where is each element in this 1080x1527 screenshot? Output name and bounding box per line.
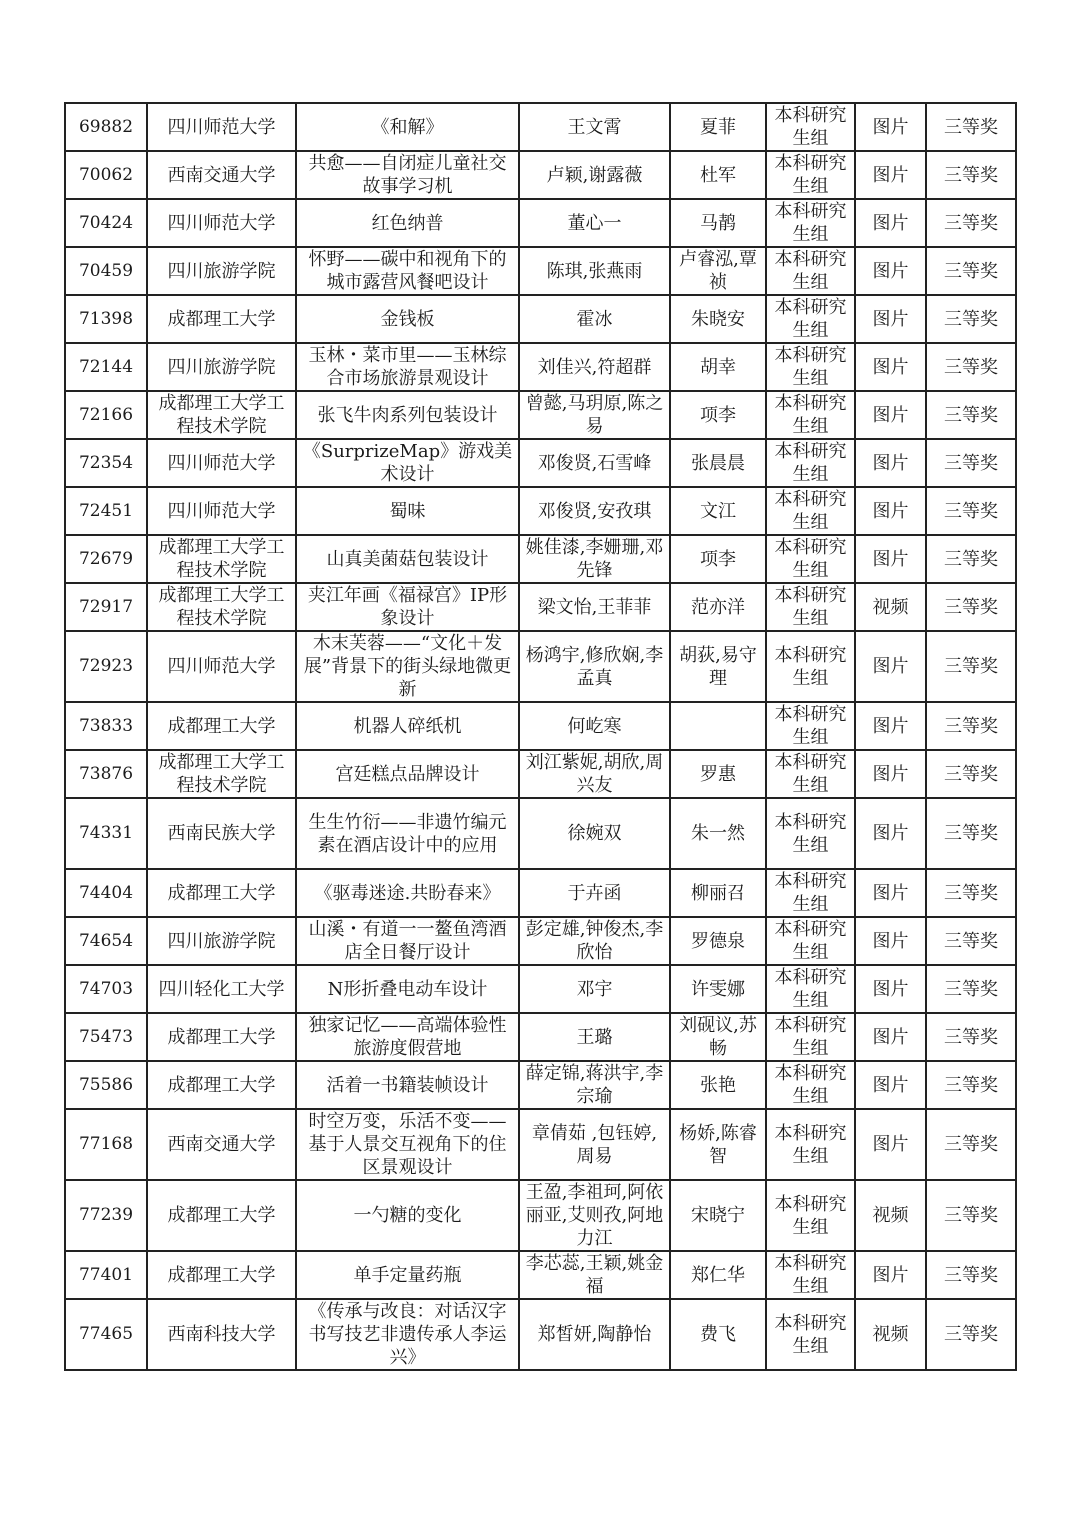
award: 三等奖 — [926, 1299, 1016, 1370]
entry-id: 75586 — [65, 1061, 147, 1109]
entry-id: 77239 — [65, 1180, 147, 1251]
group: 本科研究生组 — [766, 295, 855, 343]
school: 成都理工大学工程技术学院 — [147, 391, 296, 439]
work-type: 图片 — [855, 439, 926, 487]
advisor: 费飞 — [670, 1299, 766, 1370]
group: 本科研究生组 — [766, 535, 855, 583]
award: 三等奖 — [926, 798, 1016, 869]
authors: 杨鸿宇,修欣娴,李孟真 — [519, 631, 670, 702]
work-type: 图片 — [855, 869, 926, 917]
work-title: 宫廷糕点品牌设计 — [296, 750, 519, 798]
table-row — [65, 1299, 1016, 1370]
table-row — [65, 1109, 1016, 1180]
entry-id: 70459 — [65, 247, 147, 295]
work-title: 《和解》 — [296, 103, 519, 151]
work-title: 时空万变，乐活不变——基于人景交互视角下的住区景观设计 — [296, 1109, 519, 1180]
table-row — [65, 917, 1016, 965]
authors: 曾懿,马玥原,陈之易 — [519, 391, 670, 439]
advisor: 夏菲 — [670, 103, 766, 151]
authors: 章倩茹 ,包钰婷,周易 — [519, 1109, 670, 1180]
work-title: 共愈——自闭症儿童社交故事学习机 — [296, 151, 519, 199]
entry-id: 74654 — [65, 917, 147, 965]
group: 本科研究生组 — [766, 869, 855, 917]
award: 三等奖 — [926, 869, 1016, 917]
work-title: 《传承与改良：对话汉字书写技艺非遗传承人李运兴》 — [296, 1299, 519, 1370]
table-row — [65, 583, 1016, 631]
advisor: 卢睿泓,覃祯 — [670, 247, 766, 295]
award: 三等奖 — [926, 151, 1016, 199]
award: 三等奖 — [926, 487, 1016, 535]
school: 成都理工大学 — [147, 1180, 296, 1251]
group: 本科研究生组 — [766, 391, 855, 439]
work-type: 图片 — [855, 535, 926, 583]
authors: 李芯蕊,王颖,姚金福 — [519, 1251, 670, 1299]
advisor: 罗惠 — [670, 750, 766, 798]
award: 三等奖 — [926, 750, 1016, 798]
table-row — [65, 247, 1016, 295]
work-type: 图片 — [855, 798, 926, 869]
entry-id: 77401 — [65, 1251, 147, 1299]
group: 本科研究生组 — [766, 1180, 855, 1251]
work-title: 生生竹衍——非遗竹编元素在酒店设计中的应用 — [296, 798, 519, 869]
entry-id: 72923 — [65, 631, 147, 702]
school: 成都理工大学 — [147, 869, 296, 917]
entry-id: 70424 — [65, 199, 147, 247]
advisor: 朱晓安 — [670, 295, 766, 343]
work-title: 木末芙蓉——“文化＋发展”背景下的街头绿地微更新 — [296, 631, 519, 702]
work-type: 图片 — [855, 151, 926, 199]
group: 本科研究生组 — [766, 247, 855, 295]
award: 三等奖 — [926, 295, 1016, 343]
group: 本科研究生组 — [766, 103, 855, 151]
table-body — [65, 103, 1016, 1370]
authors: 霍冰 — [519, 295, 670, 343]
work-title: 红色纳普 — [296, 199, 519, 247]
work-type: 图片 — [855, 199, 926, 247]
authors: 王文霄 — [519, 103, 670, 151]
school: 四川师范大学 — [147, 631, 296, 702]
group: 本科研究生组 — [766, 583, 855, 631]
work-title: 《SurprizeMap》游戏美术设计 — [296, 439, 519, 487]
advisor — [670, 702, 766, 750]
authors: 何屹寒 — [519, 702, 670, 750]
work-type: 视频 — [855, 1299, 926, 1370]
table-row — [65, 1013, 1016, 1061]
work-title: 蜀味 — [296, 487, 519, 535]
award: 三等奖 — [926, 1180, 1016, 1251]
award: 三等奖 — [926, 103, 1016, 151]
entry-id: 75473 — [65, 1013, 147, 1061]
work-title: 夹江年画《福禄宫》IP形象设计 — [296, 583, 519, 631]
authors: 姚佳漆,李姗珊,邓先锋 — [519, 535, 670, 583]
advisor: 胡幸 — [670, 343, 766, 391]
work-type: 图片 — [855, 702, 926, 750]
table-row — [65, 702, 1016, 750]
group: 本科研究生组 — [766, 917, 855, 965]
work-title: 独家记忆——高端体验性旅游度假营地 — [296, 1013, 519, 1061]
entry-id: 72451 — [65, 487, 147, 535]
table-row — [65, 391, 1016, 439]
table-row — [65, 295, 1016, 343]
work-title: N形折叠电动车设计 — [296, 965, 519, 1013]
table-row — [65, 965, 1016, 1013]
group: 本科研究生组 — [766, 199, 855, 247]
advisor: 柳丽召 — [670, 869, 766, 917]
award: 三等奖 — [926, 391, 1016, 439]
work-type: 图片 — [855, 1061, 926, 1109]
group: 本科研究生组 — [766, 439, 855, 487]
work-type: 图片 — [855, 343, 926, 391]
table-row — [65, 439, 1016, 487]
group: 本科研究生组 — [766, 343, 855, 391]
school: 西南交通大学 — [147, 1109, 296, 1180]
entry-id: 71398 — [65, 295, 147, 343]
school: 四川旅游学院 — [147, 343, 296, 391]
award: 三等奖 — [926, 439, 1016, 487]
group: 本科研究生组 — [766, 1251, 855, 1299]
authors: 郑皙妍,陶静怡 — [519, 1299, 670, 1370]
entry-id: 73833 — [65, 702, 147, 750]
work-title: 山溪・有道一一鳌鱼湾酒店全日餐厅设计 — [296, 917, 519, 965]
work-type: 图片 — [855, 247, 926, 295]
table-row — [65, 798, 1016, 869]
award: 三等奖 — [926, 1013, 1016, 1061]
work-type: 图片 — [855, 1251, 926, 1299]
group: 本科研究生组 — [766, 702, 855, 750]
entry-id: 72354 — [65, 439, 147, 487]
award: 三等奖 — [926, 199, 1016, 247]
awards-table — [64, 102, 1017, 1371]
award: 三等奖 — [926, 1251, 1016, 1299]
table-row — [65, 103, 1016, 151]
group: 本科研究生组 — [766, 965, 855, 1013]
entry-id: 70062 — [65, 151, 147, 199]
advisor: 范亦洋 — [670, 583, 766, 631]
authors: 徐婉双 — [519, 798, 670, 869]
authors: 邓宇 — [519, 965, 670, 1013]
entry-id: 72917 — [65, 583, 147, 631]
table-row — [65, 869, 1016, 917]
group: 本科研究生组 — [766, 1299, 855, 1370]
table-row — [65, 199, 1016, 247]
group: 本科研究生组 — [766, 631, 855, 702]
table-row — [65, 631, 1016, 702]
advisor: 罗德泉 — [670, 917, 766, 965]
school: 西南交通大学 — [147, 151, 296, 199]
group: 本科研究生组 — [766, 151, 855, 199]
advisor: 郑仁华 — [670, 1251, 766, 1299]
entry-id: 74331 — [65, 798, 147, 869]
authors: 邓俊贤,石雪峰 — [519, 439, 670, 487]
school: 四川师范大学 — [147, 103, 296, 151]
group: 本科研究生组 — [766, 1061, 855, 1109]
work-type: 视频 — [855, 583, 926, 631]
group: 本科研究生组 — [766, 750, 855, 798]
table-row — [65, 1251, 1016, 1299]
award: 三等奖 — [926, 917, 1016, 965]
table-row — [65, 1061, 1016, 1109]
table-row — [65, 343, 1016, 391]
table-row — [65, 487, 1016, 535]
award: 三等奖 — [926, 631, 1016, 702]
school: 四川旅游学院 — [147, 247, 296, 295]
work-type: 图片 — [855, 750, 926, 798]
award: 三等奖 — [926, 343, 1016, 391]
school: 成都理工大学 — [147, 1061, 296, 1109]
advisor: 张晨晨 — [670, 439, 766, 487]
advisor: 胡荻,易守理 — [670, 631, 766, 702]
work-title: 山真美菌菇包装设计 — [296, 535, 519, 583]
advisor: 宋晓宁 — [670, 1180, 766, 1251]
authors: 王盈,李祖珂,阿依丽亚,艾则孜,阿地力江 — [519, 1180, 670, 1251]
entry-id: 77168 — [65, 1109, 147, 1180]
authors: 董心一 — [519, 199, 670, 247]
entry-id: 72679 — [65, 535, 147, 583]
advisor: 许雯娜 — [670, 965, 766, 1013]
entry-id: 69882 — [65, 103, 147, 151]
authors: 王璐 — [519, 1013, 670, 1061]
entry-id: 74404 — [65, 869, 147, 917]
advisor: 杨娇,陈睿智 — [670, 1109, 766, 1180]
work-title: 怀野——碳中和视角下的城市露营风餐吧设计 — [296, 247, 519, 295]
award: 三等奖 — [926, 1109, 1016, 1180]
group: 本科研究生组 — [766, 1109, 855, 1180]
authors: 薛定锦,蒋洪宇,李宗瑜 — [519, 1061, 670, 1109]
advisor: 朱一然 — [670, 798, 766, 869]
table-row — [65, 1180, 1016, 1251]
advisor: 文江 — [670, 487, 766, 535]
award: 三等奖 — [926, 702, 1016, 750]
award: 三等奖 — [926, 535, 1016, 583]
work-type: 图片 — [855, 917, 926, 965]
school: 成都理工大学 — [147, 1251, 296, 1299]
work-title: 张飞牛肉系列包装设计 — [296, 391, 519, 439]
authors: 刘江紫妮,胡欣,周兴友 — [519, 750, 670, 798]
school: 四川师范大学 — [147, 487, 296, 535]
table-row — [65, 750, 1016, 798]
authors: 陈琪,张燕雨 — [519, 247, 670, 295]
work-type: 图片 — [855, 631, 926, 702]
advisor: 张艳 — [670, 1061, 766, 1109]
school: 成都理工大学工程技术学院 — [147, 750, 296, 798]
school: 成都理工大学 — [147, 295, 296, 343]
work-title: 《驱毒迷途.共盼春来》 — [296, 869, 519, 917]
advisor: 项李 — [670, 535, 766, 583]
work-type: 图片 — [855, 487, 926, 535]
work-title: 玉林・菜市里——玉林综合市场旅游景观设计 — [296, 343, 519, 391]
school: 四川师范大学 — [147, 199, 296, 247]
work-type: 图片 — [855, 391, 926, 439]
work-type: 视频 — [855, 1180, 926, 1251]
work-title: 一勺糖的变化 — [296, 1180, 519, 1251]
entry-id: 72166 — [65, 391, 147, 439]
advisor: 杜军 — [670, 151, 766, 199]
authors: 刘佳兴,符超群 — [519, 343, 670, 391]
authors: 彭定雄,钟俊杰,李欣怡 — [519, 917, 670, 965]
authors: 梁文怡,王菲菲 — [519, 583, 670, 631]
entry-id: 77465 — [65, 1299, 147, 1370]
work-title: 金钱板 — [296, 295, 519, 343]
work-type: 图片 — [855, 103, 926, 151]
award: 三等奖 — [926, 965, 1016, 1013]
entry-id: 74703 — [65, 965, 147, 1013]
entry-id: 73876 — [65, 750, 147, 798]
work-type: 图片 — [855, 965, 926, 1013]
school: 成都理工大学工程技术学院 — [147, 535, 296, 583]
work-title: 机器人碎纸机 — [296, 702, 519, 750]
authors: 邓俊贤,安孜琪 — [519, 487, 670, 535]
school: 成都理工大学 — [147, 1013, 296, 1061]
table-row — [65, 535, 1016, 583]
work-type: 图片 — [855, 295, 926, 343]
work-type: 图片 — [855, 1013, 926, 1061]
advisor: 项李 — [670, 391, 766, 439]
advisor: 马䴖 — [670, 199, 766, 247]
school: 成都理工大学工程技术学院 — [147, 583, 296, 631]
school: 四川轻化工大学 — [147, 965, 296, 1013]
entry-id: 72144 — [65, 343, 147, 391]
authors: 卢颖,谢露薇 — [519, 151, 670, 199]
award: 三等奖 — [926, 583, 1016, 631]
award: 三等奖 — [926, 247, 1016, 295]
work-title: 单手定量药瓶 — [296, 1251, 519, 1299]
group: 本科研究生组 — [766, 1013, 855, 1061]
school: 四川旅游学院 — [147, 917, 296, 965]
work-type: 图片 — [855, 1109, 926, 1180]
school: 成都理工大学 — [147, 702, 296, 750]
school: 西南民族大学 — [147, 798, 296, 869]
table-row — [65, 151, 1016, 199]
work-title: 活着一书籍装帧设计 — [296, 1061, 519, 1109]
school: 西南科技大学 — [147, 1299, 296, 1370]
group: 本科研究生组 — [766, 487, 855, 535]
award: 三等奖 — [926, 1061, 1016, 1109]
group: 本科研究生组 — [766, 798, 855, 869]
advisor: 刘砚议,苏畅 — [670, 1013, 766, 1061]
authors: 于卉函 — [519, 869, 670, 917]
school: 四川师范大学 — [147, 439, 296, 487]
